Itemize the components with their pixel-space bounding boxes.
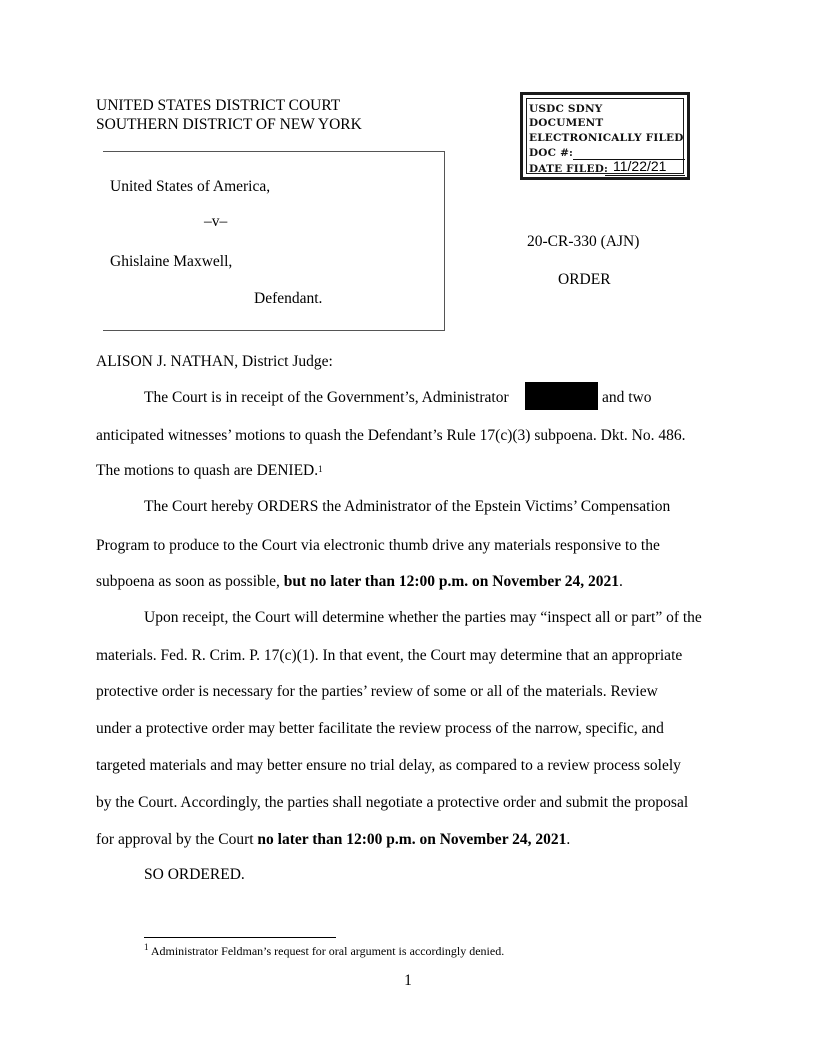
para3-period: . [566, 831, 571, 848]
caption-versus: –v– [204, 213, 228, 230]
court-name: UNITED STATES DISTRICT COURT [96, 97, 341, 114]
para2-line2: Program to produce to the Court via electronic thumb drive any materials responsive to the [96, 537, 660, 554]
stamp-date-value: 11/22/21 [613, 158, 667, 174]
filing-stamp [520, 92, 690, 180]
redaction-box [525, 382, 598, 410]
caption-top-rule [103, 151, 445, 152]
caption-plaintiff: United States of America, [110, 178, 271, 195]
para2-line1: The Court hereby ORDERS the Administrator of the Epstein Victims’ Compensation [144, 498, 671, 515]
page-number: 1 [404, 972, 412, 989]
footnote [144, 944, 504, 959]
stamp-date-label: DATE FILED: [529, 163, 609, 175]
para1-line3-text: The motions to quash are DENIED. [96, 462, 319, 479]
para3-deadline: no later than 12:00 p.m. on November 24, 2021 [257, 831, 567, 848]
para1-line1a: The Court is in receipt of the Government’s, Administrator [144, 389, 509, 406]
footnote-mark: 1 [144, 942, 149, 952]
so-ordered: SO ORDERED. [144, 866, 245, 883]
stamp-document: DOCUMENT [529, 117, 604, 129]
para1-line3 [96, 461, 323, 481]
document-title: ORDER [558, 271, 611, 288]
judge-line: ALISON J. NATHAN, District Judge: [96, 353, 333, 370]
footnote-text: Administrator Feldman’s request for oral argument is accordingly denied. [148, 944, 505, 958]
stamp-electronically-filed: ELECTRONICALLY FILED [529, 132, 684, 144]
caption-defendant-role: Defendant. [254, 290, 323, 307]
stamp-court: USDC SDNY [529, 103, 603, 115]
stamp-doc-label: DOC #: [529, 147, 574, 159]
para1-line1b: and two [602, 389, 652, 406]
para3-line3: protective order is necessary for the parties’ review of some or all of the materials. Review [96, 683, 658, 700]
para3-line5: targeted materials and may better ensure no trial delay, as compared to a review process solely [96, 757, 681, 774]
para3-line7 [96, 830, 570, 850]
caption-bottom-rule [103, 330, 445, 331]
stamp-date-rule [605, 175, 685, 176]
caption-defendant-name: Ghislaine Maxwell, [110, 253, 233, 270]
court-district: SOUTHERN DISTRICT OF NEW YORK [96, 116, 362, 133]
para3-line1: Upon receipt, the Court will determine whether the parties may “inspect all or part” of the [144, 609, 702, 626]
para2-line3-text: subpoena as soon as possible, [96, 573, 284, 590]
caption-right-rule [444, 151, 445, 331]
footnote-separator [144, 937, 336, 938]
para3-line7-text: for approval by the Court [96, 831, 258, 848]
para2-period: . [618, 573, 623, 590]
para2-line3 [96, 572, 623, 592]
footnote-reference: 1 [318, 464, 323, 474]
para1-line2: anticipated witnesses’ motions to quash the Defendant’s Rule 17(c)(3) subpoena. Dkt. No. 486. [96, 427, 686, 444]
para3-line4: under a protective order may better facilitate the review process of the narrow, specific, and [96, 720, 664, 737]
case-number: 20-CR-330 (AJN) [527, 233, 640, 250]
para2-deadline: but no later than 12:00 p.m. on November 24, 2021 [283, 573, 619, 590]
para3-line6: by the Court. Accordingly, the parties shall negotiate a protective order and submit the proposal [96, 794, 689, 811]
para3-line2: materials. Fed. R. Crim. P. 17(c)(1). In that event, the Court may determine that an appropriate [96, 647, 683, 664]
